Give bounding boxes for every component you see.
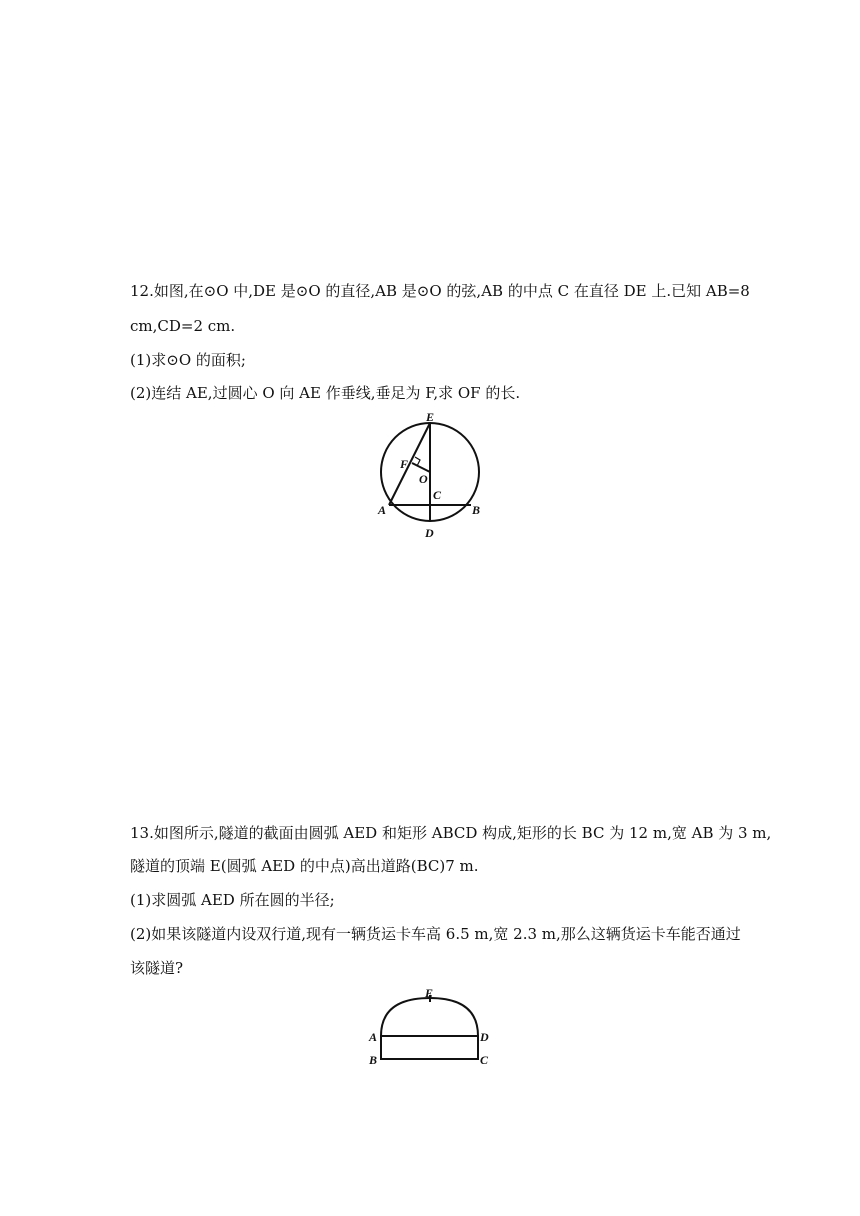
rect-abcd [381,1036,478,1059]
problem12-question-2: (2)连结 AE,过圆心 O 向 AE 作垂线,垂足为 F,求 OF 的长. [130,384,521,402]
label-c: C [433,488,442,502]
problem12-line-1: 12.如图,在⊙O 中,DE 是⊙O 的直径,AB 是⊙O 的弦,AB 的中点 C 在直径 DE 上.已知 AB=8 [130,282,750,300]
segment-of [412,463,430,472]
label-a: A [378,503,387,517]
problem13-question-2: (2)如果该隧道内设双行道,现有一辆货运卡车高 6.5 m,宽 2.3 m,那么这辆货运卡车能否通过 [130,925,741,943]
tunnel-label-b: B [369,1053,378,1067]
tunnel-label-c: C [480,1053,489,1067]
label-e: E [426,410,435,424]
problem12-question-1: (1)求⊙O 的面积; [130,351,246,369]
arc-aed [381,998,478,1036]
segment-ae [389,423,430,505]
label-o: O [419,472,428,486]
label-d: D [425,526,434,540]
tunnel-label-a: A [369,1030,378,1044]
label-b: B [472,503,481,517]
tunnel-label-e: E [425,986,434,1000]
tunnel-label-d: D [480,1030,489,1044]
problem13-line-5: 该隧道? [130,959,184,977]
problem13-line-1: 13.如图所示,隧道的截面由圆弧 AED 和矩形 ABCD 构成,矩形的长 BC 为 12 m,宽 AB 为 3 m, [130,824,772,842]
label-f: F [400,457,409,471]
problem12-line-2: cm,CD=2 cm. [130,317,236,335]
problem13-question-1: (1)求圆弧 AED 所在圆的半径; [130,891,335,909]
problem13-line-2: 隧道的顶端 E(圆弧 AED 的中点)高出道路(BC)7 m. [130,857,479,875]
